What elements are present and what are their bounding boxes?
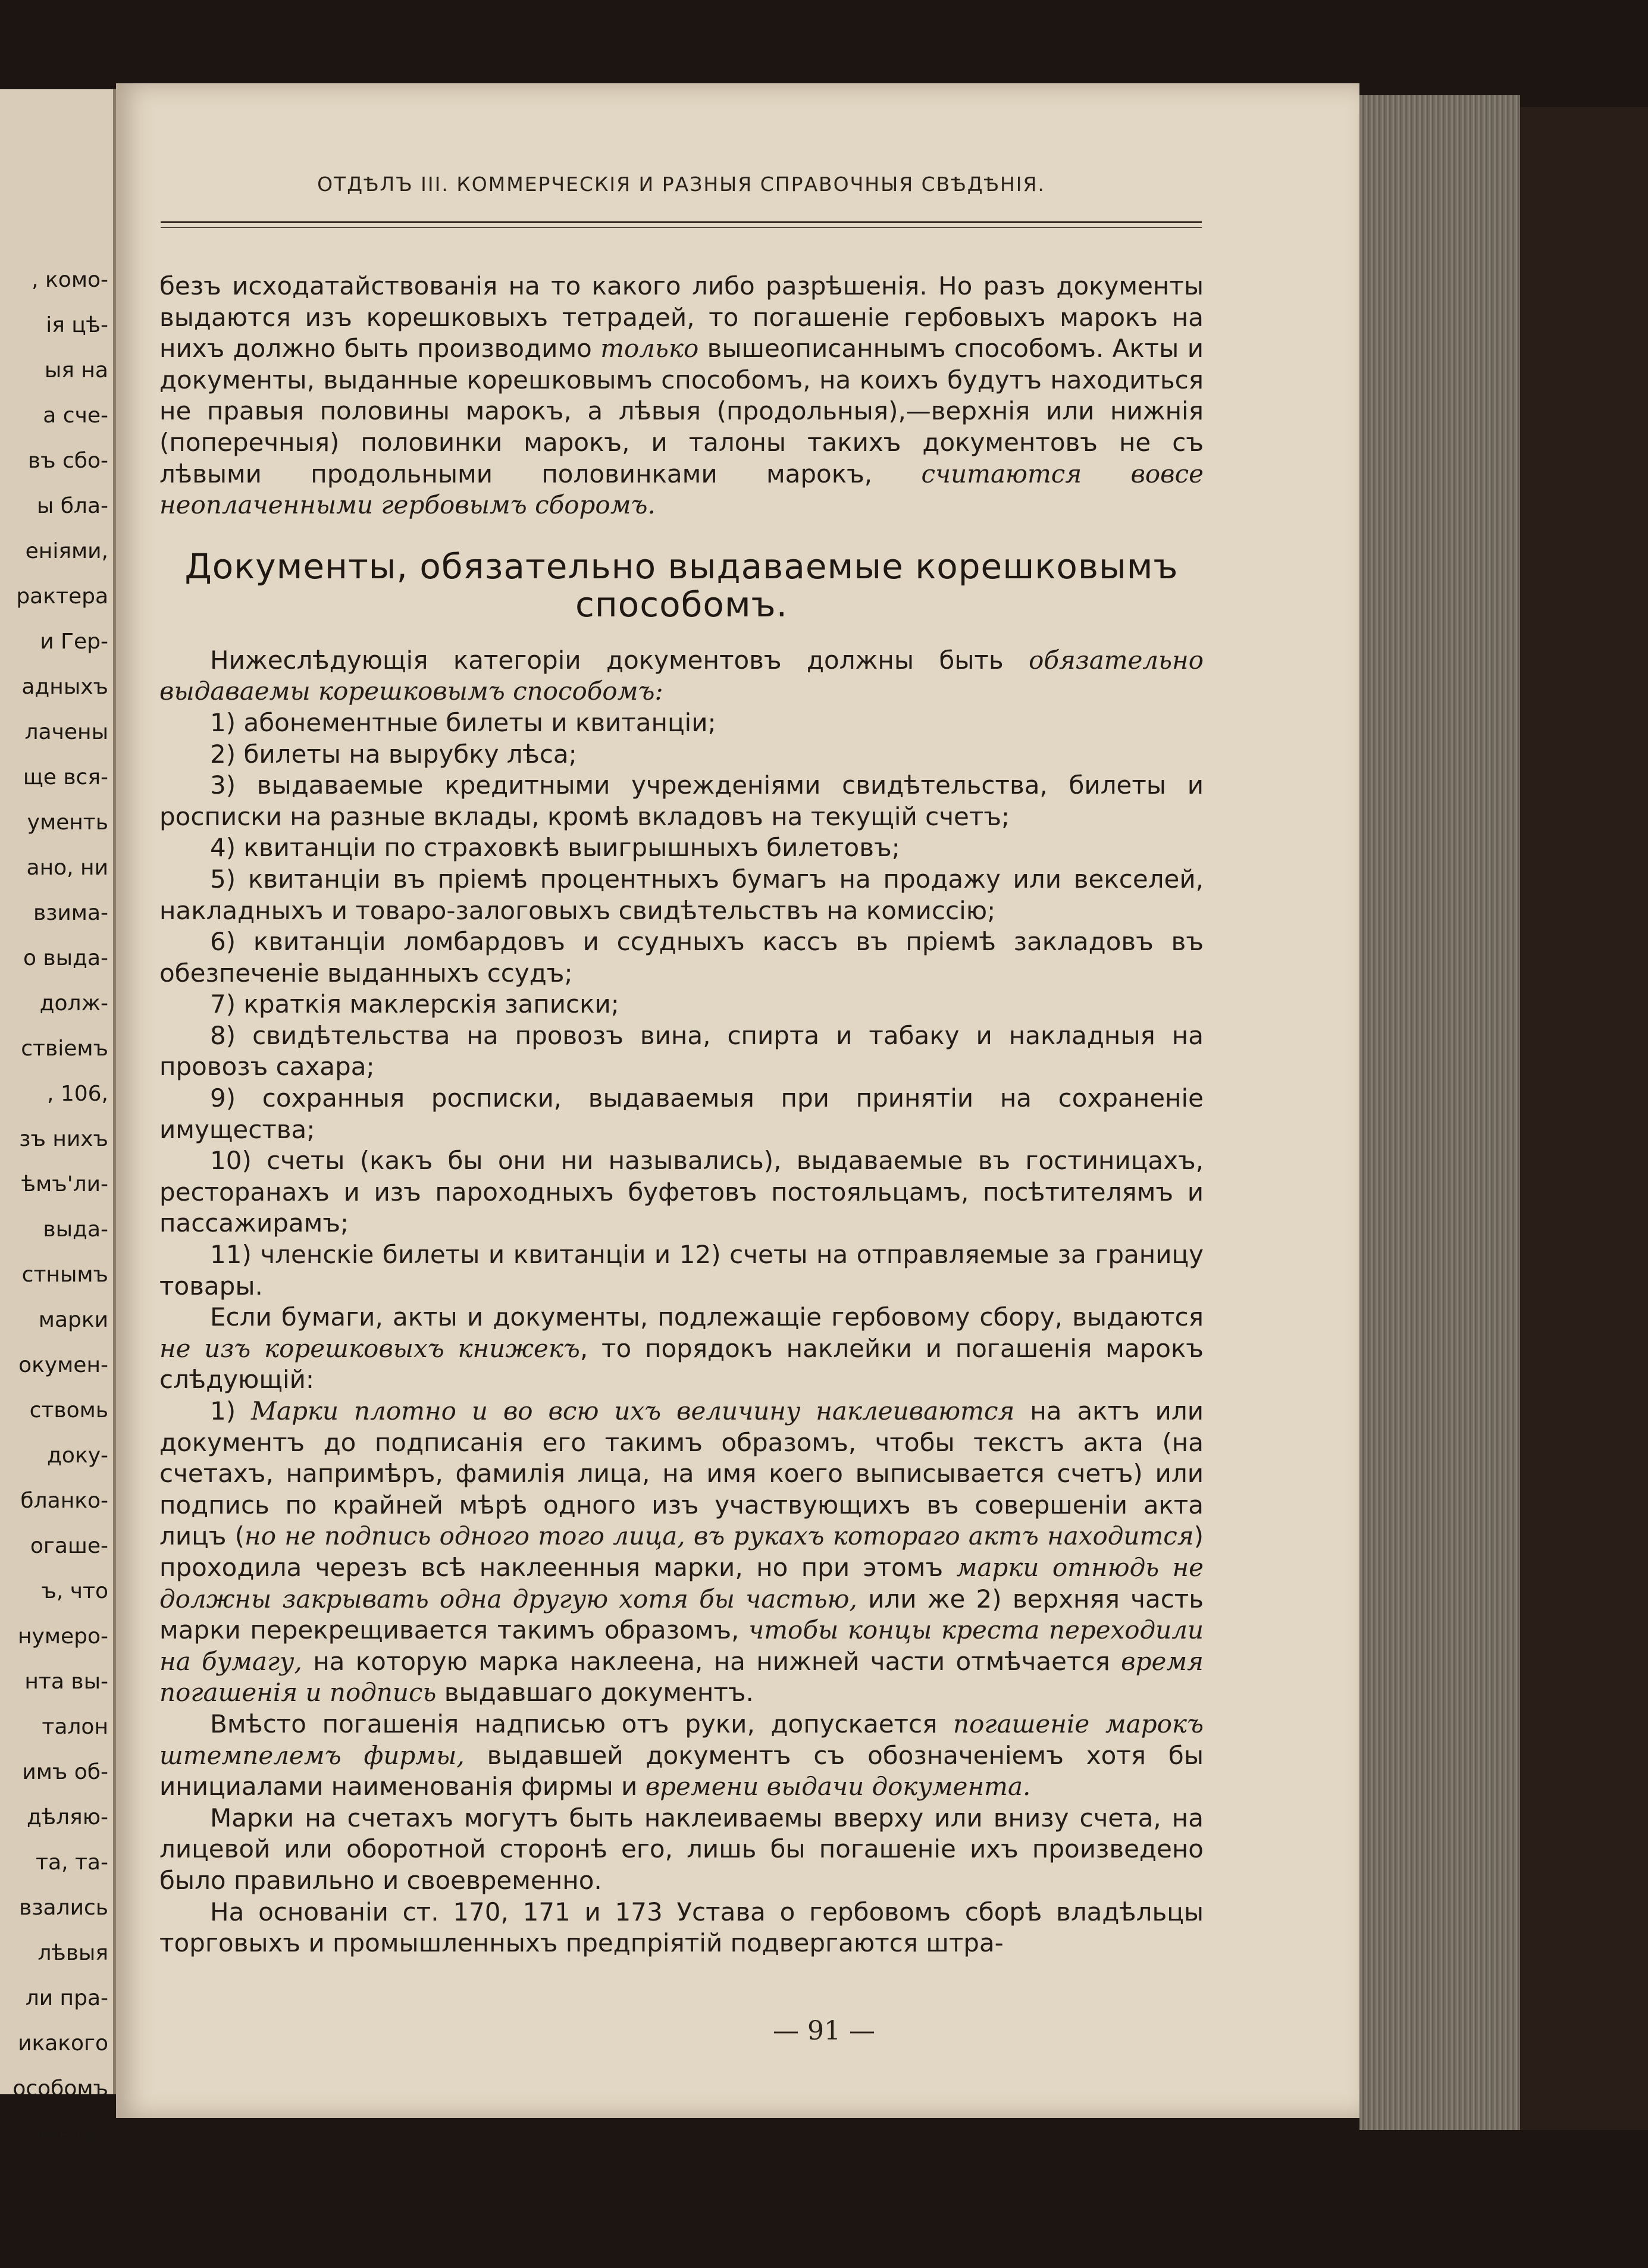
left-page-line: имъ об-	[22, 1760, 108, 1784]
left-page-line: лѣвыя	[37, 1941, 108, 1965]
italic-run: погашеніе марокъ штемпелемъ фирмы,	[159, 1709, 1204, 1770]
left-page-line: адныхъ	[21, 675, 108, 699]
left-page-line: марки	[38, 1308, 108, 1332]
left-page-line: ѣмъ'ли-	[21, 1172, 108, 1196]
left-page-line: рактера	[16, 584, 108, 609]
text-run: , то порядокъ наклейки и погашенія марокъ слѣдующій:	[159, 1333, 1204, 1395]
list-item: 5) квитанціи въ пріемѣ процентныхъ бумагъ на продажу или векселей, накладныхъ и товаро-залоговыхъ свидѣтельствъ на комиссію;	[159, 864, 1204, 925]
header-rule	[161, 221, 1202, 223]
text-run: 1)	[210, 1396, 252, 1426]
left-page-line: взались	[19, 1896, 108, 1920]
list-item: 6) квитанціи ломбардовъ и ссудныхъ кассъ въ пріемѣ закладовъ въ обезпеченіе выданныхъ ссудъ;	[159, 927, 1204, 988]
left-page-line: дѣляю-	[26, 1805, 108, 1830]
left-page-line: доку-	[47, 1443, 108, 1468]
text-run: безъ исходатайствованія на то какого либо разрѣшенія. Но разъ документы выдаются изъ корешковыхъ тетрадей, то погашеніе гербовыхъ марокъ на нихъ должно быть производимо	[159, 271, 1204, 364]
italic-run: чтобы концы креста переходили на бумагу,	[159, 1615, 1204, 1676]
left-page-line: ы бла-	[36, 494, 108, 518]
text-run: на которую марка наклеена, на нижней части отмѣчается	[302, 1646, 1121, 1676]
list-item: 1) абонементные билеты и квитанціи;	[210, 707, 716, 737]
page-number: — 91 —	[773, 2016, 875, 2046]
left-page-line: огаше-	[30, 1534, 108, 1558]
italic-run: но не подпись одного того лица, въ рукахъ котораго актъ находится	[245, 1521, 1194, 1551]
left-page-line: долж-	[39, 991, 108, 1016]
left-page-line: взима-	[33, 901, 108, 925]
intro-paragraph	[159, 271, 1204, 521]
left-page-line: о выда-	[23, 946, 108, 970]
text-run: Если бумаги, акты и документы, подлежащіе гербовому сбору, выдаются	[210, 1302, 1204, 1332]
left-page-line: ствомь	[29, 1398, 108, 1423]
left-page-line: нта вы-	[24, 1669, 108, 1694]
list-item: 9) сохранныя росписки, выдаваемыя при принятіи на сохраненіе имущества;	[159, 1083, 1204, 1144]
list-item: 7) краткія маклерскія записки;	[210, 989, 619, 1019]
italic-run: обязательно выдаваемы корешковымъ способомъ:	[159, 645, 1204, 706]
left-page-line: ствіемъ	[21, 1036, 108, 1061]
left-page-line: еніями,	[25, 539, 108, 563]
left-page-line: ъ, что	[41, 1579, 108, 1603]
left-page-line: менты,	[29, 2122, 108, 2146]
text-run: ) проходила черезъ всѣ наклеенныя марки, но при этомъ	[159, 1521, 1204, 1582]
left-page-line: икакого	[18, 2031, 108, 2056]
italic-run: времени выдачи документа.	[645, 1772, 1031, 1802]
list-item: 10) счеты (какъ бы они ни назывались), выдаваемые въ гостиницахъ, ресторанахъ и изъ пароходныхъ буфетовъ постояльцамъ, посѣтителямъ и пассажирамъ;	[159, 1146, 1204, 1238]
italic-run: считаются вовсе неоплаченными гербовымъ сборомъ.	[159, 459, 1204, 520]
left-page-line: талон	[42, 1715, 108, 1739]
text-run: на актъ или документъ до подписанія его такимъ образомъ, чтобы текстъ акта (на счетахъ, напримѣръ, фамилія лица, на имя коего выписывается счетъ) или подпись по крайней мѣрѣ одного изъ участвующихъ въ совершеніи акта лицъ (	[159, 1396, 1204, 1551]
text-run: вышеописаннымъ способомъ. Акты и документы, выданные корешковымъ способомъ, на коихъ будутъ находиться не правыя половины марокъ, а лѣвыя (продольныя),—верхнія или нижнія (поперечныя) половинки марокъ, и талоны такихъ документовъ не съ лѣвыми продольными половинками марокъ,	[159, 334, 1204, 488]
list-item: 3) выдаваемые кредитными учрежденіями свидѣтельства, билеты и росписки на разные вклады, кромѣ вкладовъ на текущій счетъ;	[159, 770, 1204, 831]
left-page-line: ументь	[27, 810, 108, 835]
left-page-line: ано, ни	[26, 856, 108, 880]
left-page-line: а сче-	[43, 403, 108, 428]
left-page-line: зъ нихъ	[19, 1127, 108, 1151]
left-page-line: ыя на	[44, 358, 108, 383]
left-page-line: въ сбо-	[27, 449, 108, 473]
left-page-line: ія цѣ-	[46, 313, 108, 337]
list-item: 8) свидѣтельства на провозъ вина, спирта и табаку и накладныя на провозъ сахара;	[159, 1020, 1204, 1082]
paragraph-fines: На основаніи ст. 170, 171 и 173 Устава о гербовомъ сборѣ владѣльцы торговыхъ и промышленныхъ предпріятій подвергаются штра-	[159, 1897, 1204, 1958]
italic-run: марки отнюдь не должны закрывать одна другую хотя бы частью,	[159, 1552, 1204, 1614]
text-run: Нижеслѣдующія категоріи документовъ должны быть	[210, 645, 1029, 675]
paragraph-stamp-firm	[159, 1709, 1204, 1803]
left-page-line: выда-	[43, 1217, 108, 1242]
left-page-line: ли пра-	[25, 1986, 108, 2010]
italic-run: не изъ корешковыхъ книжекъ	[159, 1333, 580, 1363]
text-run: или же 2) верхняя часть марки перекрещивается такимъ образомъ,	[159, 1584, 1204, 1645]
paragraph-placement: Марки на счетахъ могутъ быть наклеиваемы вверху или внизу счета, на лицевой или оборотной сторонѣ его, лишь бы погашеніе ихъ произведено было правильно и своевременно.	[159, 1803, 1204, 1895]
list-item: 11) членскіе билеты и квитанціи и 12) счеты на отправляемые за границу товары.	[159, 1240, 1204, 1301]
left-page-line: , 106,	[46, 1082, 108, 1106]
text-run: выдавшаго документъ.	[436, 1678, 754, 1708]
list-item: 2) билеты на вырубку лѣса;	[210, 739, 577, 769]
left-page-line: особомъ	[12, 2076, 108, 2101]
page-edges	[1359, 95, 1520, 2130]
list-item: 4) квитанціи по страховкѣ выигрышныхъ билетовъ;	[210, 833, 900, 863]
paragraph-stamp-order	[159, 1302, 1204, 1396]
left-page-line: стнымъ	[21, 1263, 108, 1287]
left-page-line: та, та-	[36, 1850, 108, 1875]
paragraph-rule-1	[159, 1396, 1204, 1709]
running-header: ОТДѢЛЪ III. КОММЕРЧЕСКІЯ И РАЗНЫЯ СПРАВОЧНЫЯ СВѢДѢНІЯ.	[317, 173, 1045, 196]
left-page-line: ще вся-	[23, 765, 108, 790]
left-page-line: нумеро-	[17, 1624, 108, 1649]
text-run: Вмѣсто погашенія надписью отъ руки, допускается	[210, 1709, 954, 1738]
left-page-fragment	[0, 89, 117, 2146]
italic-run: Марки плотно и во всю ихъ величину наклеиваются	[251, 1396, 1015, 1426]
text-run: выдавшей документъ съ обозначеніемъ хотя бы инициалами наименованія фирмы и	[159, 1740, 1204, 1802]
lead-paragraph	[159, 645, 1204, 707]
left-page-line: окумен-	[18, 1353, 108, 1377]
book-cover	[1520, 107, 1648, 2130]
header-rule-thin	[161, 227, 1202, 228]
left-page-line: , комо-	[32, 268, 108, 292]
section-heading: Документы, обязательно выдаваемые корешковымъ способомъ.	[184, 546, 1179, 625]
italic-run: только	[600, 334, 699, 364]
left-page-line: бланко-	[20, 1489, 108, 1513]
left-page-line: и Гер-	[40, 629, 108, 654]
left-page-line: лачены	[24, 720, 108, 744]
italic-run: время погашенія и подпись	[159, 1646, 1204, 1708]
page-body	[159, 271, 1204, 1959]
